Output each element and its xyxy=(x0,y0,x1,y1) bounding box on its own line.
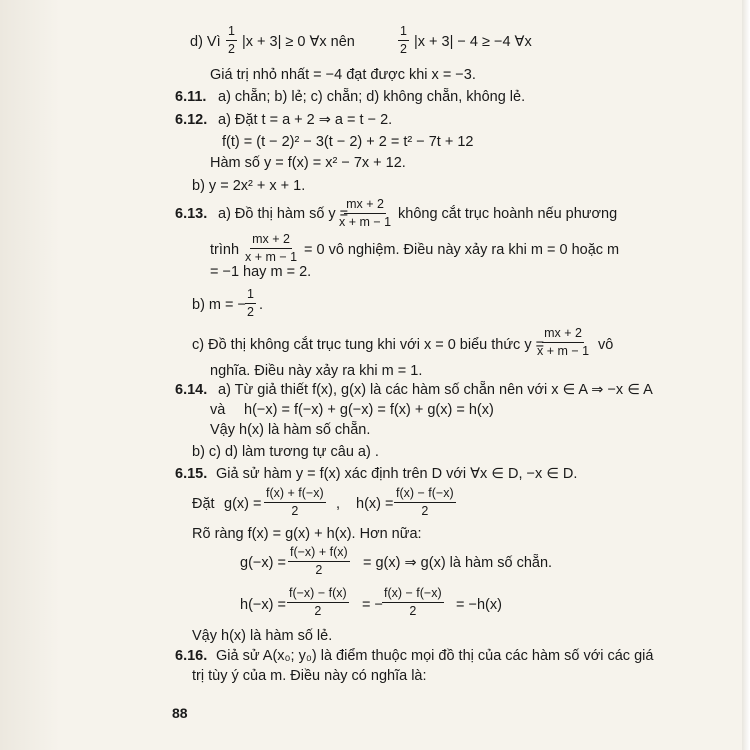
text-6-14-hx: h(−x) = f(−x) + g(−x) = f(x) + g(x) = h(x) xyxy=(244,402,494,418)
half-fraction-2: $\frac{1}{2}$ xyxy=(400,24,407,56)
page-shadow xyxy=(0,0,60,750)
text-6-14-b: b) c) d) làm tương tự câu a) . xyxy=(192,444,379,460)
text-6-13-m2: = −1 hay m = 2. xyxy=(210,264,312,280)
label-6-13: 6.13. xyxy=(175,206,208,222)
text-6-15-dat: Đặt xyxy=(192,496,215,512)
fraction-gx: $\frac{f(x) + f(-x)}{2}$ xyxy=(266,486,324,518)
top-d-prefix: d) Vì xyxy=(190,34,221,50)
text-6-13-a-end: không cắt trục hoành nếu phương xyxy=(398,206,618,222)
label-6-14: 6.14. xyxy=(175,382,208,398)
text-6-13-a-start: a) Đồ thị hàm số y = xyxy=(218,206,349,222)
fraction-h-minus-x-2: $\frac{f(x) - f(-x)}{2}$ xyxy=(384,586,442,618)
text-6-15-ro-rang: Rõ ràng f(x) = g(x) + h(x). Hơn nữa: xyxy=(192,526,422,542)
text-6-13-c-vo: vô xyxy=(598,337,614,353)
text-6-13-trinh: trình xyxy=(210,242,240,258)
text-6-15-equals-minus: = − xyxy=(362,597,383,613)
text-6-13-b-dot: . xyxy=(259,297,264,313)
fraction-h-minus-x-1: $\frac{f(-x) - f(x)}{2}$ xyxy=(289,586,347,618)
text-6-14-a: a) Từ giả thiết f(x), g(x) là các hàm số chẵn nên với x ∈ A ⇒ −x ∈ A xyxy=(218,382,653,398)
fraction-g-minus-x: $\frac{f(-x) + f(x)}{2}$ xyxy=(290,545,348,577)
fraction-mx2-2: $\frac{mx + 2}{x + m - 1}$ xyxy=(245,232,298,264)
text-6-16-l2: trị tùy ý của m. Điều này có nghĩa là: xyxy=(192,668,427,684)
text-6-15-g-chan: = g(x) ⇒ g(x) là hàm số chẵn. xyxy=(363,555,553,571)
text-6-13-c: c) Đồ thị không cắt trục tung khi với x = 0 biểu thức y = xyxy=(192,337,545,353)
fraction-hx: $\frac{f(x) - f(-x)}{2}$ xyxy=(396,486,454,518)
text-6-15-vay: Vậy h(x) là hàm số lẻ. xyxy=(192,628,333,644)
text-6-15-h-minus-x: h(−x) = xyxy=(240,597,286,613)
text-6-13-vonghiem: = 0 vô nghiệm. Điều này xảy ra khi m = 0 hoặc m xyxy=(304,242,620,258)
half-fraction-1: $\frac{1}{2}$ xyxy=(228,24,235,56)
label-6-12: 6.12. xyxy=(175,112,208,128)
text-6-15-g-minus-x: g(−x) = xyxy=(240,555,286,571)
text-6-12-ft: f(t) = (t − 2)² − 3(t − 2) + 2 = t² − 7t + 12 xyxy=(222,134,474,150)
text-6-12-hamso: Hàm số y = f(x) = x² − 7x + 12. xyxy=(210,155,406,171)
text-6-15-gia-su: Giả sử hàm y = f(x) xác định trên D với ∀x ∈ D, −x ∈ D. xyxy=(216,466,578,482)
label-6-16: 6.16. xyxy=(175,648,208,664)
page-edge xyxy=(742,0,750,750)
page-number: 88 xyxy=(172,705,188,721)
text-6-11: a) chẵn; b) lẻ; c) chẵn; d) không chẵn, không lẻ. xyxy=(218,89,526,105)
text-6-16-l1: Giả sử A(x₀; y₀) là điểm thuộc mọi đồ thị của các hàm số với các giá xyxy=(216,648,654,664)
text-6-15-minus-hx: = −h(x) xyxy=(456,597,502,613)
text-6-13-b: b) m = − xyxy=(192,297,246,313)
text-6-12-a: a) Đặt t = a + 2 ⇒ a = t − 2. xyxy=(218,112,393,128)
text-6-13-nghia: nghĩa. Điều này xảy ra khi m = 1. xyxy=(210,363,423,379)
fraction-half-6-13: $\frac{1}{2}$ xyxy=(247,287,254,319)
label-6-15: 6.15. xyxy=(175,466,208,482)
top-d-middle: |x + 3| ≥ 0 ∀x nên xyxy=(242,34,355,50)
text-6-12-b: b) y = 2x² + x + 1. xyxy=(192,178,306,194)
text-6-15-comma: , xyxy=(336,496,341,512)
text-6-15-hx: h(x) = xyxy=(356,496,394,512)
fraction-mx2-3: $\frac{mx + 2}{x + m - 1}$ xyxy=(537,326,590,358)
top-min-value: Giá trị nhỏ nhất = −4 đạt được khi x = −3. xyxy=(210,67,476,83)
fraction-mx2-1: $\frac{mx + 2}{x + m - 1}$ xyxy=(339,197,392,229)
text-6-15-gx: g(x) = xyxy=(224,496,262,512)
text-6-14-vay: Vậy h(x) là hàm số chẵn. xyxy=(210,422,371,438)
label-6-11: 6.11. xyxy=(175,89,207,105)
text-6-14-va: và xyxy=(210,402,226,418)
top-d-end: |x + 3| − 4 ≥ −4 ∀x xyxy=(414,34,532,50)
